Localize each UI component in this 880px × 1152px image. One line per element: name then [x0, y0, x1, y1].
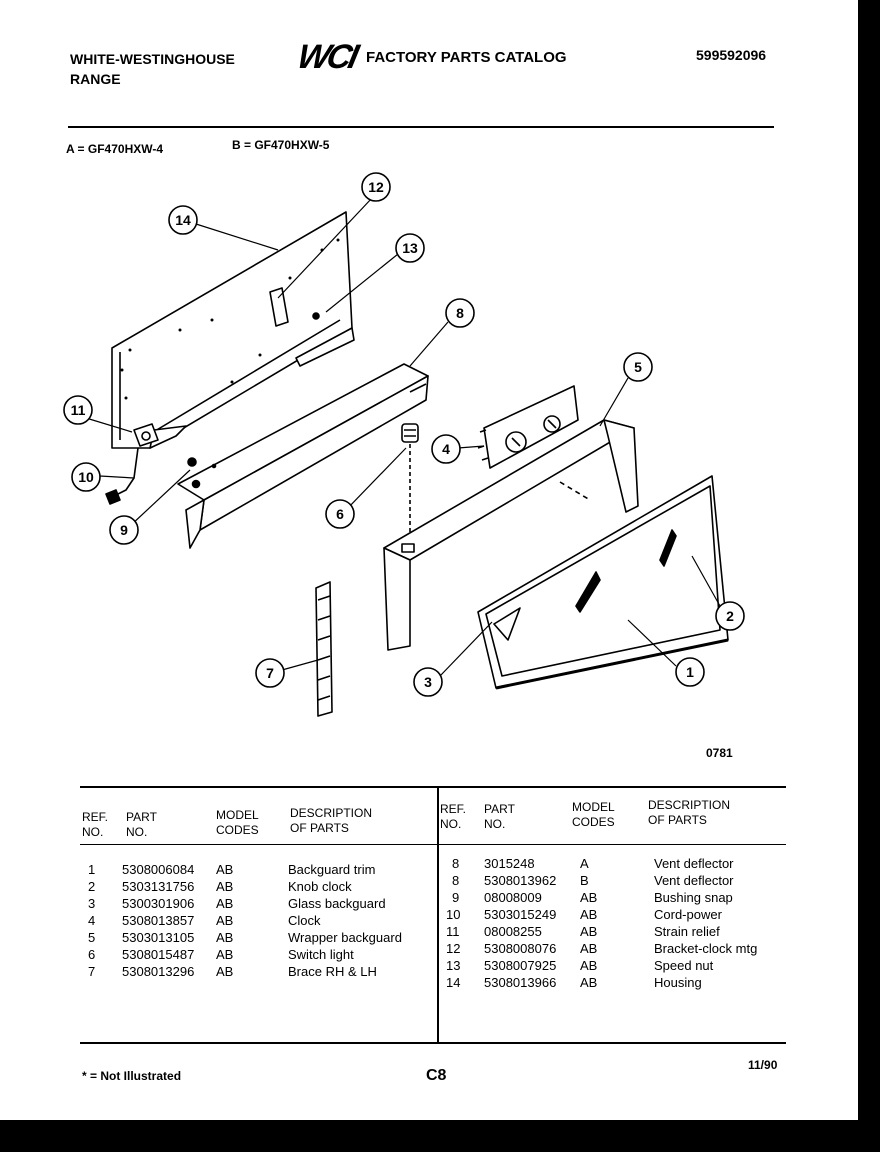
header-part: PART NO. [126, 810, 157, 839]
model-b: B = GF470HXW-5 [232, 138, 330, 152]
callout-5 [624, 353, 652, 381]
bushing-part [188, 458, 196, 466]
model-a: A = GF470HXW-4 [66, 142, 164, 156]
callout-7 [256, 659, 284, 687]
header-rule [68, 126, 774, 128]
catalog-page: WHITE-WESTINGHOUSE RANGE WCI FACTORY PARTS CATALOG 599592096 A = GF470HXW-4 B = GF470HXW-5 1 2 3 4 5 6 7 8 9 10 11 12 13 14 0781 REF. NO. PART NO. MODEL CODES DESCRIPTION OF PARTS REF. NO. PART NO. MODEL CODES DESCRIPTION OF PARTS 1 5308006084 AB Backguard trim 2 5303131756 AB Knob clock 3 5300301906 AB Glass backguard 4 5308013857 AB Clock 5 5303013105 AB Wrapper backguard 6 5308015487 AB Switch light 7 5308013296 AB Brace RH & LH 8 3015248 A Vent deflector 8 5308013962 B Vent deflector 9 08008009 AB Bushing snap 10 5303015249 AB Cord-power 11 08008255 AB Strain relief 12 5308008076 AB Bracket-clock mtg 13 5308007925 AB Speed nut 14 5308013966 AB Housing * = Not Illustrated C8 11/90 [0, 0, 858, 1120]
svg-text:7: 7 [266, 665, 274, 681]
header-part-right: PART NO. [484, 802, 515, 831]
svg-text:6: 6 [336, 506, 344, 522]
table-header-rule [80, 844, 786, 845]
wci-logo: WCI [294, 38, 360, 76]
callout-9 [110, 516, 138, 544]
svg-text:4: 4 [442, 441, 450, 457]
footnote: * = Not Illustrated [82, 1069, 182, 1083]
callout-1 [676, 658, 704, 686]
callout-4 [432, 435, 460, 463]
svg-text:3: 3 [424, 674, 432, 690]
svg-text:2: 2 [726, 608, 734, 624]
diagram-code: 0781 [706, 746, 733, 760]
header-desc-right: DESCRIPTION OF PARTS [648, 798, 731, 827]
glass-backguard-part [478, 476, 728, 688]
revision-date: 11/90 [748, 1058, 778, 1072]
svg-text:5: 5 [634, 359, 642, 375]
header-desc: DESCRIPTION OF PARTS [290, 806, 373, 835]
speed-nut-part [313, 313, 319, 319]
svg-text:11: 11 [70, 402, 86, 418]
catalog-number: 599592096 [696, 47, 767, 63]
brace-part [316, 582, 332, 716]
callout-11 [64, 396, 92, 424]
callout-8 [446, 299, 474, 327]
page-number: C8 [426, 1067, 447, 1084]
svg-text:9: 9 [120, 522, 128, 538]
callout-6 [326, 500, 354, 528]
header-model: MODEL CODES [216, 808, 259, 837]
svg-text:1: 1 [686, 664, 694, 680]
callout-12 [362, 173, 390, 201]
callout-13 [396, 234, 424, 262]
table-top-rule [80, 786, 786, 788]
svg-text:14: 14 [175, 212, 191, 228]
brand-line-2: RANGE [70, 71, 121, 87]
brand-line-1: WHITE-WESTINGHOUSE [70, 51, 235, 67]
switch-light-part [402, 424, 418, 540]
callout-2 [716, 602, 744, 630]
header-model-right: MODEL CODES [572, 800, 615, 829]
callout-14 [169, 206, 197, 234]
table-divider [437, 787, 439, 1043]
svg-text:12: 12 [368, 179, 384, 195]
svg-text:8: 8 [456, 305, 464, 321]
svg-text:10: 10 [78, 469, 94, 485]
header-ref-right: REF. NO. [440, 802, 467, 831]
svg-text:13: 13 [402, 240, 418, 256]
callout-10 [72, 463, 100, 491]
header-ref: REF. NO. [82, 810, 109, 839]
callout-3 [414, 668, 442, 696]
table-bottom-rule [80, 1042, 786, 1044]
catalog-title: FACTORY PARTS CATALOG [366, 49, 567, 66]
exploded-parts-diagram [0, 160, 858, 760]
